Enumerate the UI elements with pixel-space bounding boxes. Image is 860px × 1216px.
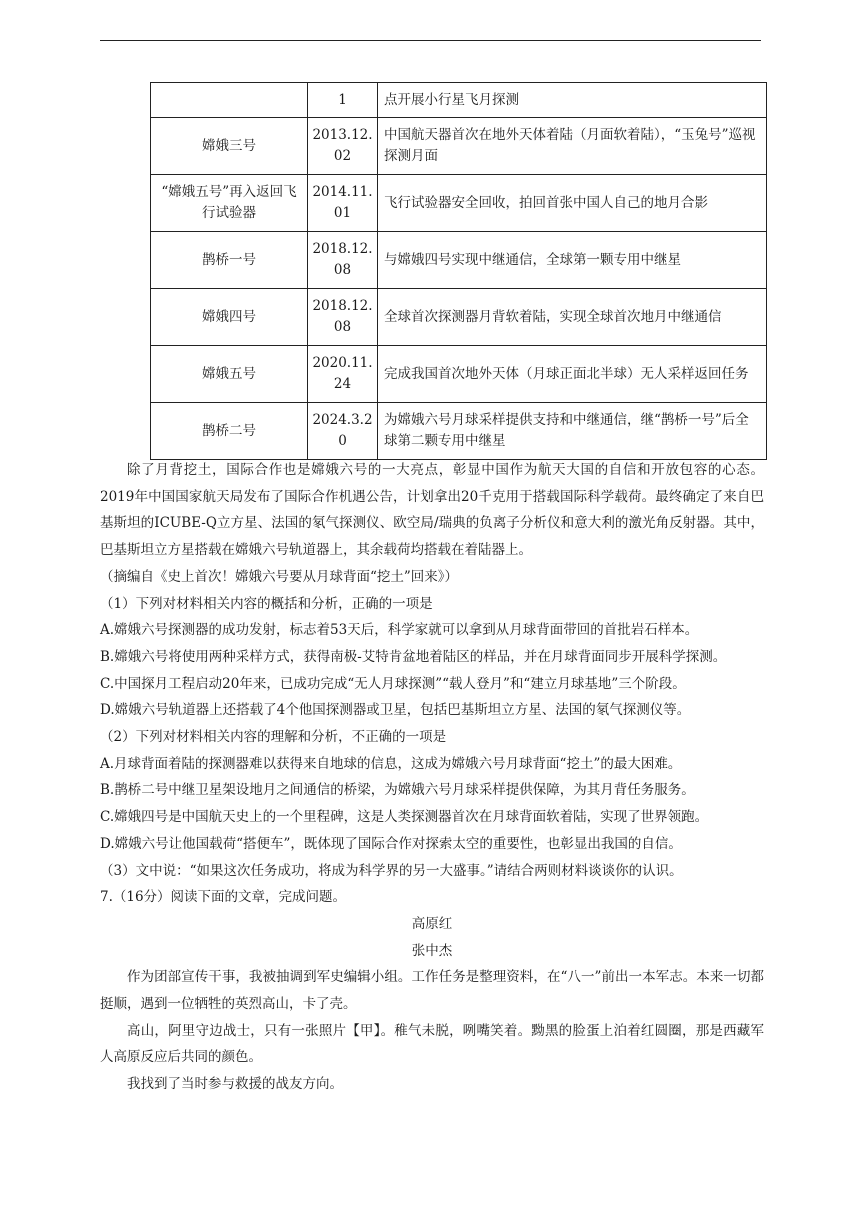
table-row bbox=[151, 346, 767, 403]
option-d: D.嫦娥六号让他国载荷“搭便车”，既体现了国际合作对探索太空的重要性，也彰显出我国的自信。 bbox=[100, 835, 682, 852]
table-cell-name: 鹊桥一号 bbox=[151, 232, 308, 289]
table-row bbox=[151, 83, 767, 118]
table-cell-achievement: 为嫦娥六号月球采样提供支持和中继通信，继“鹊桥一号”后全球第二颗专用中继星 bbox=[378, 403, 767, 460]
option-a: A.月球背面着陆的探测器难以获得来自地球的信息，这成为嫦娥六号月球背面“挖土”的最大困难。 bbox=[100, 755, 682, 772]
paragraph: 我找到了当时参与救援的战友方向。 bbox=[127, 1076, 343, 1093]
table-cell-date: 2020.11.24 bbox=[308, 346, 378, 403]
paragraph: 除了月背挖土，国际合作也是嫦娥六号的一大亮点，彰显中国作为航天大国的自信和开放包容的心态。2019年中国国家航天局发布了国际合作机遇公告，计划拿出20千克用于搭载国际科学载荷。最终确定了来自巴基斯坦的ICUBE-Q立方星、法国的氡气探测仪、欧空局/瑞典的负离子分析仪和意大利的激光角反射器。其中，巴基斯坦立方星搭载在嫦娥六号轨道器上，其余载荷均搭载在着陆器上。 bbox=[100, 462, 764, 559]
table-cell-name: 嫦娥三号 bbox=[151, 118, 308, 175]
table-row bbox=[151, 232, 767, 289]
table-cell-name: 嫦娥五号 bbox=[151, 346, 308, 403]
table-cell-achievement: 全球首次探测器月背软着陆，实现全球首次地月中继通信 bbox=[378, 289, 767, 346]
mission-table bbox=[150, 82, 767, 460]
option-b: B.嫦娥六号将使用两种采样方式，获得南极-艾特肯盆地着陆区的样品，并在月球背面同步开展科学探测。 bbox=[100, 648, 727, 665]
question-stem: （3）文中说：“如果这次任务成功，将成为科学界的另一大盛事。”请结合两则材料谈谈你的认识。 bbox=[100, 862, 683, 879]
table-cell-date: 2018.12.08 bbox=[308, 232, 378, 289]
table-cell-achievement: 与嫦娥四号实现中继通信，全球第一颗专用中继星 bbox=[378, 232, 767, 289]
table-cell-name: “嫦娥五号”再入返回飞行试验器 bbox=[151, 175, 308, 232]
table-cell-name: 鹊桥二号 bbox=[151, 403, 308, 460]
table-row bbox=[151, 118, 767, 175]
option-c: C.中国探月工程启动20年来，已成功完成“无人月球探测”“载人登月”和“建立月球基地”三个阶段。 bbox=[100, 675, 686, 692]
option-b: B.鹊桥二号中继卫星架设地月之间通信的桥梁，为嫦娥六号月球采样提供保障，为其月背任务服务。 bbox=[100, 782, 695, 799]
article-title: 高原红 bbox=[411, 915, 453, 932]
table-cell-achievement: 中国航天器首次在地外天体着陆（月面软着陆），“玉兔号”巡视探测月面 bbox=[378, 118, 767, 175]
document-body bbox=[100, 457, 764, 1098]
table-row bbox=[151, 175, 767, 232]
table-cell-name: 嫦娥四号 bbox=[151, 289, 308, 346]
question-heading: 7.（16分）阅读下面的文章，完成问题。 bbox=[100, 889, 347, 906]
table-cell-date: 2018.12.08 bbox=[308, 289, 378, 346]
table-row bbox=[151, 289, 767, 346]
paragraph: 高山，阿里守边战士，只有一张照片【甲】。稚气未脱，咧嘴笑着。黝黑的脸蛋上泊着红圆圈，那是西藏军人高原反应后共同的颜色。 bbox=[100, 1022, 764, 1066]
table-cell-achievement: 完成我国首次地外天体（月球正面北半球）无人采样返回任务 bbox=[378, 346, 767, 403]
table-cell-date: 2013.12.02 bbox=[308, 118, 378, 175]
option-d: D.嫦娥六号轨道器上还搭载了4个他国探测器或卫星，包括巴基斯坦立方星、法国的氡气探测仪等。 bbox=[100, 702, 691, 719]
source-note: （摘编自《史上首次！嫦娥六号要从月球背面“挖土”回来》） bbox=[100, 568, 459, 585]
paragraph: 作为团部宣传干事，我被抽调到军史编辑小组。工作任务是整理资料，在“八一”前出一本军志。本来一切都挺顺，遇到一位牺牲的英烈高山，卡了壳。 bbox=[100, 969, 764, 1013]
header-rule bbox=[100, 40, 761, 41]
option-c: C.嫦娥四号是中国航天史上的一个里程碑，这是人类探测器首次在月球背面软着陆，实现了世界领跑。 bbox=[100, 809, 709, 826]
question-stem: （2）下列对材料相关内容的理解和分析，不正确的一项是 bbox=[100, 729, 447, 746]
table-cell-date: 2024.3.20 bbox=[308, 403, 378, 460]
table-row bbox=[151, 403, 767, 460]
table-cell-achievement: 点开展小行星飞月探测 bbox=[378, 83, 767, 118]
table-cell-achievement: 飞行试验器安全回收，拍回首张中国人自己的地月合影 bbox=[378, 175, 767, 232]
option-a: A.嫦娥六号探测器的成功发射，标志着53天后，科学家就可以拿到从月球背面带回的首批岩石样本。 bbox=[100, 622, 699, 639]
question-stem: （1）下列对材料相关内容的概括和分析，正确的一项是 bbox=[100, 595, 433, 612]
article-author: 张中杰 bbox=[411, 942, 453, 959]
table-cell-date: 1 bbox=[308, 83, 378, 118]
table-cell-name bbox=[151, 83, 308, 118]
table-cell-date: 2014.11.01 bbox=[308, 175, 378, 232]
